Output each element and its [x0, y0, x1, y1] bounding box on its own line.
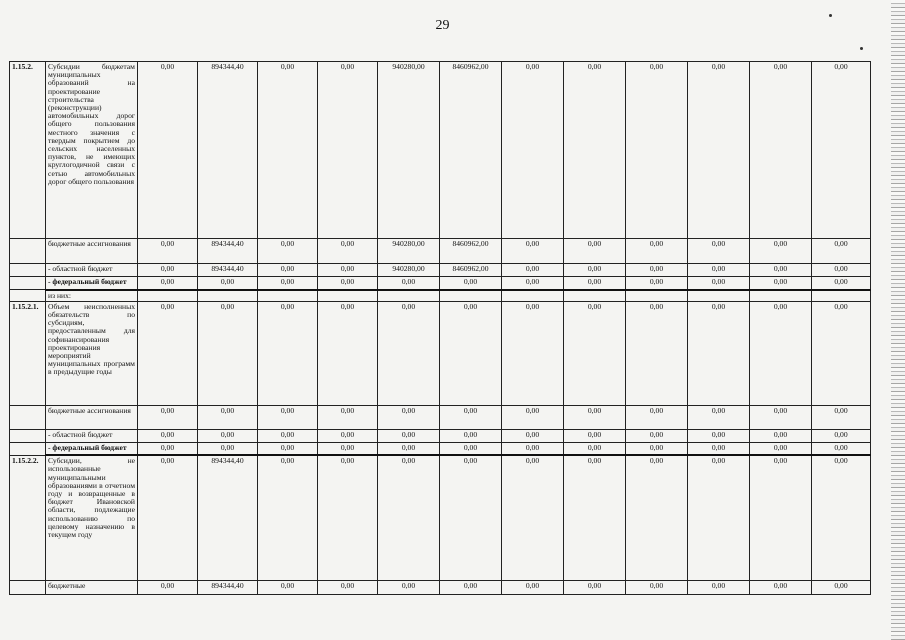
value-cell: 0,00	[502, 301, 564, 405]
value-cell: 894344,40	[198, 62, 258, 239]
value-cell: 0,00	[502, 580, 564, 594]
table-row	[10, 455, 871, 580]
row-name: - областной бюджет	[46, 264, 138, 277]
value-cell: 0,00	[258, 405, 318, 429]
value-cell: 0,00	[626, 442, 688, 455]
value-cell: 894344,40	[198, 580, 258, 594]
value-cell: 0,00	[750, 580, 812, 594]
value-cell: 0,00	[502, 442, 564, 455]
table-row	[10, 264, 871, 277]
value-cell: 0,00	[750, 62, 812, 239]
value-cell: 0,00	[564, 429, 626, 442]
row-code-empty	[10, 429, 46, 442]
value-cell: 0,00	[688, 264, 750, 277]
row-name: бюджетные ассигнования	[46, 405, 138, 429]
value-cell: 0,00	[564, 580, 626, 594]
value-cell: 0,00	[138, 580, 198, 594]
value-cell: 0,00	[318, 405, 378, 429]
row-code-empty	[10, 239, 46, 264]
value-cell	[626, 290, 688, 302]
value-cell: 0,00	[138, 62, 198, 239]
value-cell: 940280,00	[378, 264, 440, 277]
value-cell: 0,00	[564, 264, 626, 277]
value-cell: 0,00	[688, 429, 750, 442]
value-cell	[258, 290, 318, 302]
value-cell: 0,00	[688, 239, 750, 264]
value-cell: 0,00	[198, 405, 258, 429]
value-cell: 0,00	[750, 455, 812, 580]
row-name: бюджетные ассигнования	[46, 239, 138, 264]
value-cell: 0,00	[318, 429, 378, 442]
value-cell: 0,00	[138, 239, 198, 264]
value-cell: 0,00	[750, 239, 812, 264]
value-cell: 0,00	[564, 239, 626, 264]
table-row	[10, 580, 871, 594]
row-name: бюджетные	[46, 580, 138, 594]
value-cell	[812, 290, 871, 302]
value-cell: 0,00	[626, 277, 688, 290]
value-cell: 0,00	[626, 301, 688, 405]
budget-table	[9, 61, 871, 595]
value-cell: 0,00	[750, 442, 812, 455]
value-cell: 0,00	[138, 429, 198, 442]
value-cell: 0,00	[378, 580, 440, 594]
value-cell: 0,00	[688, 62, 750, 239]
table-row	[10, 442, 871, 455]
value-cell: 0,00	[138, 455, 198, 580]
value-cell: 8460962,00	[440, 264, 502, 277]
value-cell: 0,00	[138, 442, 198, 455]
value-cell: 0,00	[258, 455, 318, 580]
value-cell: 0,00	[750, 301, 812, 405]
value-cell: 0,00	[812, 455, 871, 580]
value-cell	[750, 290, 812, 302]
scan-edge	[891, 0, 905, 640]
value-cell: 0,00	[626, 239, 688, 264]
value-cell: 0,00	[812, 301, 871, 405]
row-name: - областной бюджет	[46, 429, 138, 442]
value-cell: 894344,40	[198, 264, 258, 277]
row-name: Объем неисполненных обязательств по субсидиям, предоставленным для софинансирования проектирования мероприятий муниципальных программ в предыдущие годы	[46, 301, 138, 405]
value-cell: 0,00	[198, 442, 258, 455]
scan-speck	[829, 14, 832, 17]
row-name: из них:	[46, 290, 138, 302]
value-cell: 0,00	[318, 277, 378, 290]
value-cell: 0,00	[626, 264, 688, 277]
row-code-empty	[10, 290, 46, 302]
table-row	[10, 405, 871, 429]
value-cell: 0,00	[138, 405, 198, 429]
table-row	[10, 239, 871, 264]
value-cell: 0,00	[318, 239, 378, 264]
value-cell: 0,00	[812, 62, 871, 239]
value-cell: 0,00	[258, 301, 318, 405]
value-cell: 0,00	[688, 405, 750, 429]
value-cell: 0,00	[564, 405, 626, 429]
row-name: - федеральный бюджет	[46, 442, 138, 455]
value-cell: 0,00	[626, 580, 688, 594]
value-cell: 0,00	[440, 580, 502, 594]
row-name: Субсидии бюджетам муниципальных образований на проектирование строительства (реконструкции) автомобильных дорог общего пользования местного значения с твердым покрытием до сельских населенных пунктов, не имеющих круглогодичной связи с сетью автомобильных дорог общего пользования	[46, 62, 138, 239]
value-cell: 0,00	[440, 277, 502, 290]
value-cell	[378, 290, 440, 302]
value-cell	[138, 290, 198, 302]
value-cell: 0,00	[750, 405, 812, 429]
value-cell: 0,00	[688, 277, 750, 290]
table-row	[10, 290, 871, 302]
value-cell: 0,00	[626, 405, 688, 429]
value-cell: 0,00	[812, 429, 871, 442]
value-cell: 0,00	[688, 455, 750, 580]
value-cell: 0,00	[440, 301, 502, 405]
row-code-empty	[10, 277, 46, 290]
value-cell: 0,00	[626, 455, 688, 580]
value-cell: 0,00	[812, 239, 871, 264]
value-cell: 0,00	[502, 277, 564, 290]
value-cell: 0,00	[502, 455, 564, 580]
value-cell: 0,00	[502, 264, 564, 277]
row-code-empty	[10, 405, 46, 429]
value-cell: 0,00	[502, 62, 564, 239]
value-cell: 0,00	[812, 277, 871, 290]
value-cell: 0,00	[318, 442, 378, 455]
value-cell: 8460962,00	[440, 239, 502, 264]
value-cell: 0,00	[626, 62, 688, 239]
value-cell: 0,00	[378, 277, 440, 290]
value-cell: 0,00	[258, 442, 318, 455]
value-cell: 894344,40	[198, 239, 258, 264]
value-cell: 940280,00	[378, 62, 440, 239]
value-cell: 0,00	[812, 405, 871, 429]
value-cell: 0,00	[198, 429, 258, 442]
row-code: 1.15.2.2.	[10, 455, 46, 580]
table-row	[10, 277, 871, 290]
value-cell: 0,00	[258, 580, 318, 594]
value-cell: 0,00	[258, 429, 318, 442]
value-cell: 0,00	[378, 455, 440, 580]
table-row	[10, 429, 871, 442]
value-cell: 0,00	[750, 429, 812, 442]
value-cell: 0,00	[138, 264, 198, 277]
value-cell	[688, 290, 750, 302]
row-name: - федеральный бюджет	[46, 277, 138, 290]
value-cell: 0,00	[812, 264, 871, 277]
value-cell: 940280,00	[378, 239, 440, 264]
value-cell	[564, 290, 626, 302]
value-cell: 0,00	[378, 429, 440, 442]
value-cell: 0,00	[750, 264, 812, 277]
value-cell: 0,00	[564, 442, 626, 455]
value-cell	[440, 290, 502, 302]
value-cell: 0,00	[440, 442, 502, 455]
row-code: 1.15.2.1.	[10, 301, 46, 405]
scan-speck	[860, 47, 863, 50]
value-cell: 0,00	[440, 405, 502, 429]
value-cell: 0,00	[440, 455, 502, 580]
value-cell: 0,00	[564, 62, 626, 239]
value-cell: 0,00	[564, 277, 626, 290]
value-cell	[318, 290, 378, 302]
value-cell: 0,00	[198, 301, 258, 405]
value-cell: 8460962,00	[440, 62, 502, 239]
budget-table-body	[10, 62, 871, 595]
value-cell: 0,00	[440, 429, 502, 442]
value-cell: 0,00	[502, 239, 564, 264]
value-cell: 0,00	[258, 277, 318, 290]
value-cell: 0,00	[318, 455, 378, 580]
value-cell: 0,00	[688, 301, 750, 405]
value-cell: 0,00	[564, 455, 626, 580]
value-cell: 0,00	[258, 239, 318, 264]
value-cell: 0,00	[318, 264, 378, 277]
value-cell: 0,00	[318, 580, 378, 594]
value-cell: 0,00	[564, 301, 626, 405]
row-code-empty	[10, 580, 46, 594]
value-cell: 0,00	[318, 301, 378, 405]
row-code: 1.15.2.	[10, 62, 46, 239]
value-cell: 0,00	[688, 442, 750, 455]
value-cell: 0,00	[258, 264, 318, 277]
page-number: 29	[435, 18, 450, 33]
value-cell: 0,00	[688, 580, 750, 594]
value-cell: 0,00	[138, 301, 198, 405]
table-row	[10, 301, 871, 405]
value-cell: 0,00	[258, 62, 318, 239]
table-row	[10, 62, 871, 239]
value-cell	[198, 290, 258, 302]
value-cell: 894344,40	[198, 455, 258, 580]
value-cell	[502, 290, 564, 302]
value-cell: 0,00	[812, 442, 871, 455]
value-cell: 0,00	[750, 277, 812, 290]
value-cell: 0,00	[812, 580, 871, 594]
value-cell: 0,00	[138, 277, 198, 290]
value-cell: 0,00	[502, 405, 564, 429]
row-name: Субсидии, не использованные муниципальными образованиями в отчетном году и возвращенные в бюджет Ивановской области, подлежащие использованию по целевому назначению в текущем году	[46, 455, 138, 580]
value-cell: 0,00	[378, 442, 440, 455]
value-cell: 0,00	[502, 429, 564, 442]
value-cell: 0,00	[378, 405, 440, 429]
value-cell: 0,00	[626, 429, 688, 442]
value-cell: 0,00	[318, 62, 378, 239]
value-cell: 0,00	[198, 277, 258, 290]
row-code-empty	[10, 264, 46, 277]
row-code-empty	[10, 442, 46, 455]
value-cell: 0,00	[378, 301, 440, 405]
